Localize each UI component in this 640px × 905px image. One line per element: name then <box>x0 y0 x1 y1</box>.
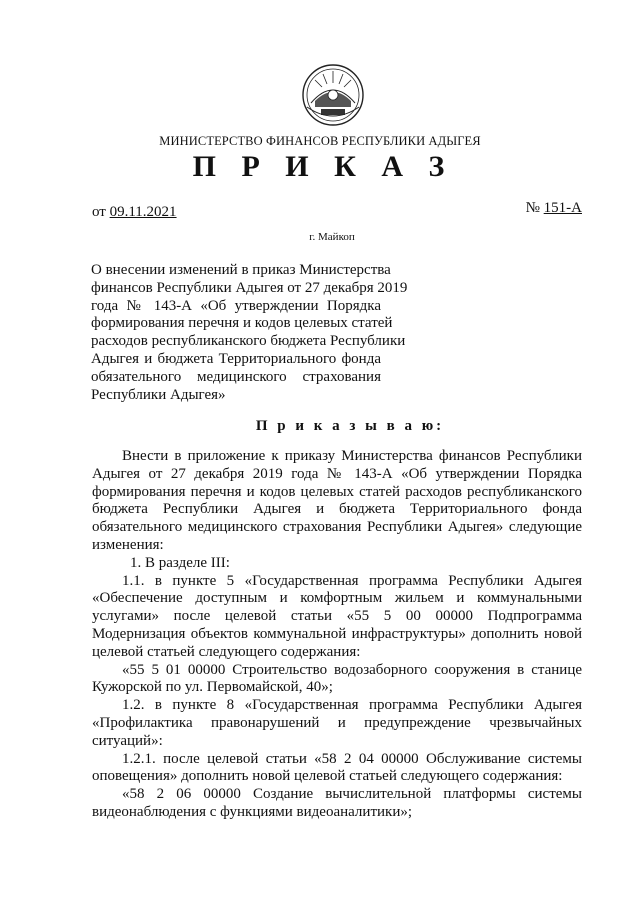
body-line: Кужорской по ул. Первомайской, 40»; <box>92 679 333 696</box>
body-line: Адыгея от 27 декабря 2019 года № 143-А «Об утверждении Порядка <box>92 465 582 482</box>
body-line: 1. В разделе III: <box>130 554 230 571</box>
subject-line: финансов Республики Адыгея от 27 декабря 2019 <box>91 279 408 296</box>
body-line: «Обеспечение доступным и комфортным жильем и коммунальными <box>92 590 582 607</box>
date-value: 09.11.2021 <box>109 204 177 220</box>
subject-line: Республики Адыгея» <box>91 386 226 403</box>
body-line: «58 2 06 00000 Создание вычислительной платформы системы <box>122 786 582 803</box>
order-body <box>92 448 582 822</box>
body-line: изменения: <box>92 536 164 553</box>
city-name: г. Майкоп <box>309 231 355 243</box>
body-line: услугами» после целевой статьи «55 5 00 00000 Подпрограмма <box>92 608 582 625</box>
body-line: видеонаблюдения с функциями видеоаналитики»; <box>92 803 413 820</box>
body-line: бюджета Республики Адыгея и бюджета Территориального фонда <box>92 501 582 518</box>
body-line: 1.2.1. после целевой статьи «58 2 04 00000 Обслуживание системы <box>122 750 582 767</box>
order-date <box>92 204 177 221</box>
order-heading: П р и к а з ы в а ю: <box>255 418 445 434</box>
body-line: Внести в приложение к приказу Министерства финансов Республики <box>122 448 582 464</box>
subject-line: О внесении изменений в приказ Министерства <box>91 262 391 278</box>
date-prefix: от <box>92 204 106 220</box>
body-line: 1.1. в пункте 5 «Государственная программа Республики Адыгея <box>122 572 582 589</box>
number-value: 151-А <box>543 200 582 216</box>
body-line: «Профилактика правонарушений и предупреждение чрезвычайных <box>92 714 582 731</box>
body-line: целевой статьей следующего содержания: <box>92 643 361 660</box>
body-line: обязательного медицинского страхования Республики Адыгея» следующие <box>92 519 582 536</box>
subject-line: Адыгея и бюджета Территориального фонда <box>91 350 381 367</box>
order-number <box>526 200 582 217</box>
document-type-title: П Р И К А З <box>192 150 454 183</box>
subject-line: формирования перечня и кодов целевых статей <box>91 315 393 332</box>
subject-line: обязательного медицинского страхования <box>91 368 381 385</box>
coat-of-arms-emblem <box>301 63 365 127</box>
subject-line: расходов республиканского бюджета Республики <box>91 333 406 350</box>
ministry-name: МИНИСТЕРСТВО ФИНАНСОВ РЕСПУБЛИКИ АДЫГЕЯ <box>159 134 481 148</box>
number-prefix: № <box>525 200 540 216</box>
body-line: оповещения» дополнить новой целевой статьей следующего содержания: <box>92 768 563 785</box>
body-line: Модернизация объектов коммунальной инфраструктуры» дополнить новой <box>92 625 582 642</box>
body-line: формирования перечня и кодов целевых статей расходов республиканского <box>92 483 582 500</box>
body-line: «55 5 01 00000 Строительство водозаборного сооружения в станице <box>122 661 582 678</box>
body-line: ситуаций»: <box>92 732 163 749</box>
body-line: 1.2. в пункте 8 «Государственная программа Республики Адыгея <box>122 697 582 714</box>
subject-line: года № 143-А «Об утверждении Порядка <box>91 297 381 314</box>
order-subject <box>91 262 408 404</box>
